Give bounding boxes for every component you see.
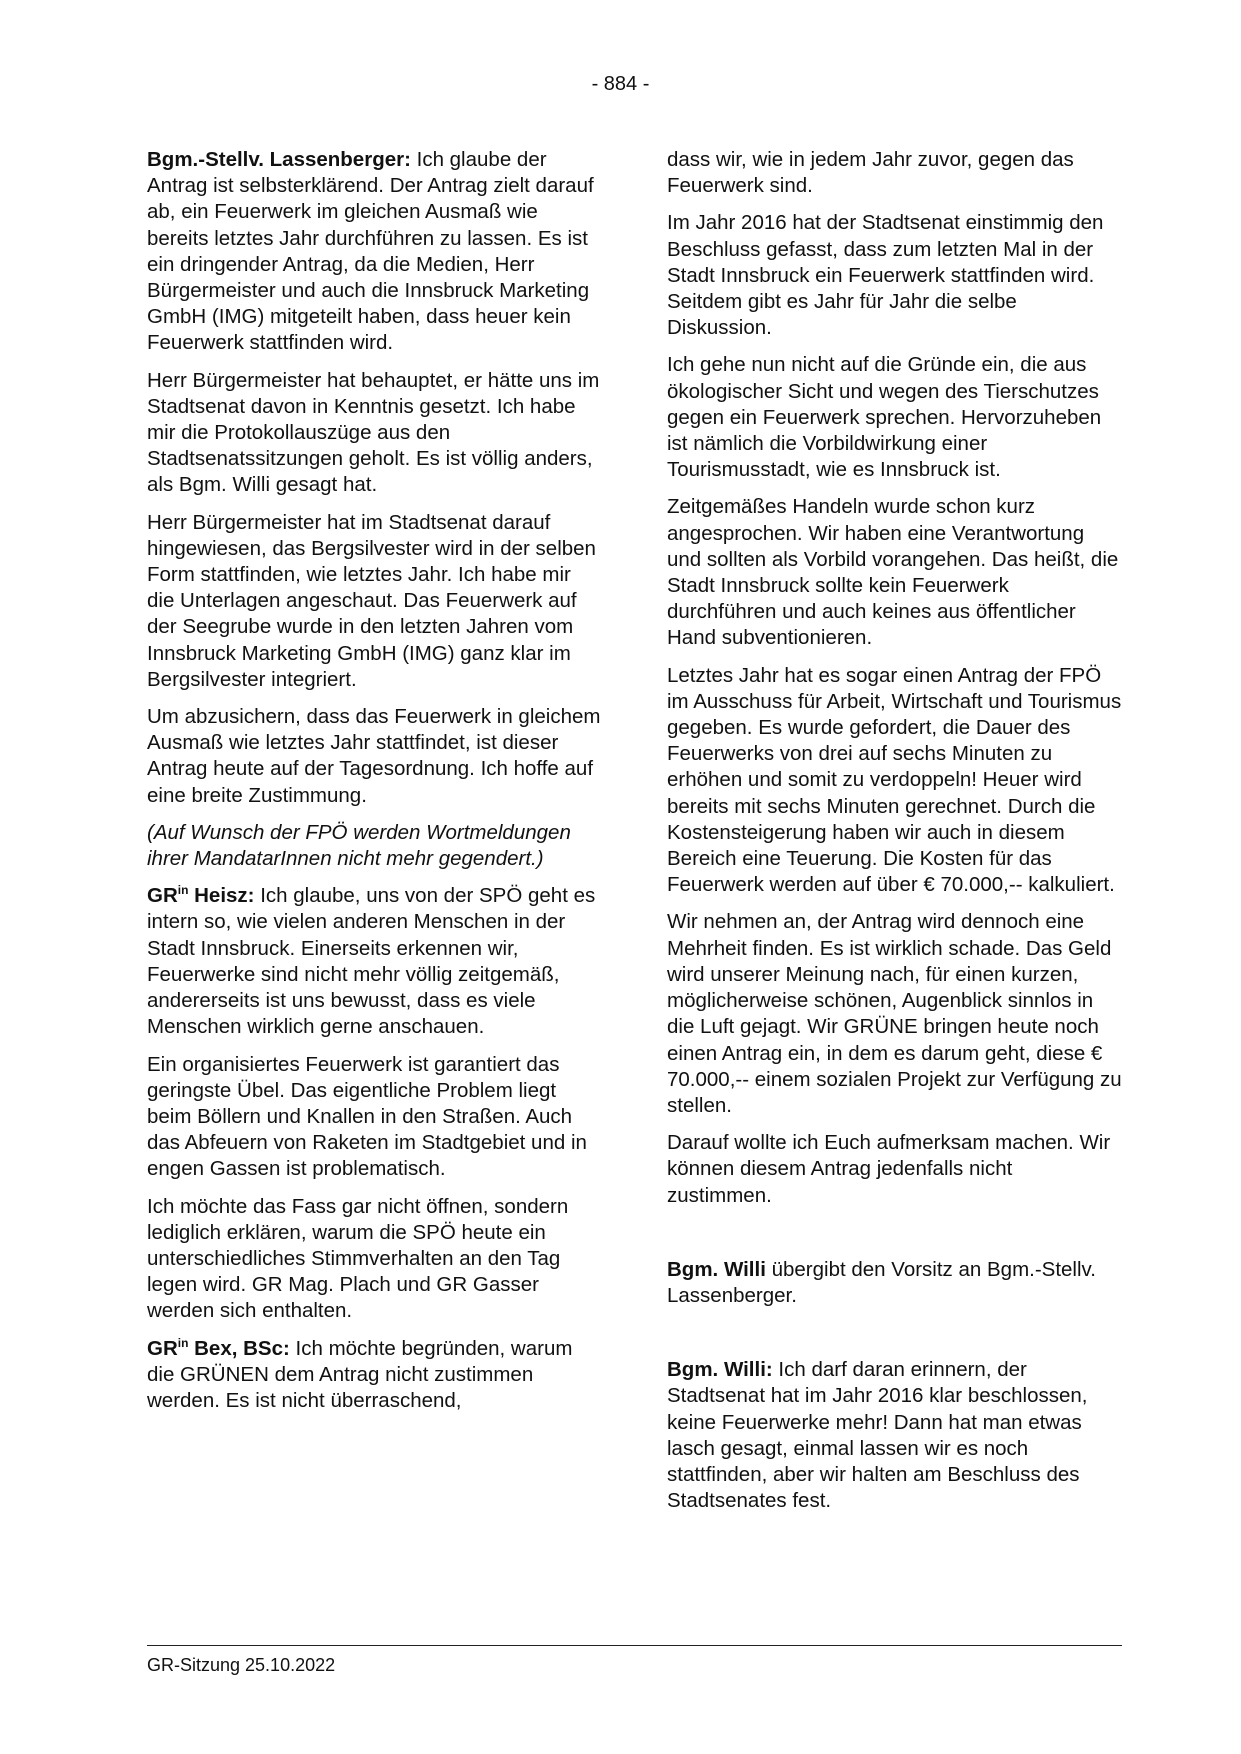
paragraph: Darauf wollte ich Euch aufmerksam machen. Wir können diesem Antrag jedenfalls nicht zustimmen. (667, 1131, 1111, 1207)
speaker-name: Bgm.-Stellv. Lassenberger: (147, 148, 411, 171)
editorial-note: (Auf Wunsch der FPÖ werden Wortmeldungen ihrer MandatarInnen nicht mehr gegendert.) (147, 820, 571, 871)
paragraph (147, 1336, 602, 1415)
speaker-surname: Heisz: (188, 884, 255, 908)
speaker-surname: Bex, BSc: (188, 1336, 290, 1360)
speaker-name (147, 1337, 290, 1360)
paragraph (667, 1357, 1122, 1514)
paragraph: Letztes Jahr hat es sogar einen Antrag der FPÖ im Ausschuss für Arbeit, Wirtschaft und Tourismus gegeben. Es wurde gefordert, die Dauer des Feuerwerks von drei auf sechs Minuten zu erhöhen und somit zu verdoppeln! Heuer wird bereits mit sechs Minuten gerechnet. Durch die Kostensteigerung haben wir auch in diesem Bereich eine Teuerung. Die Kosten für das Feuerwerk werden auf über € 70.000,-- kalkuliert. (667, 663, 1122, 897)
footer-session-date: GR-Sitzung 25.10.2022 (147, 1655, 336, 1675)
paragraph: Um abzusichern, dass das Feuerwerk in gleichem Ausmaß wie letztes Jahr stattfindet, ist dieser Antrag heute auf der Tagesordnung. Ich hoffe auf eine breite Zustimmung. (147, 705, 601, 807)
speaker-title-superscript: in (177, 883, 189, 898)
speaker-name: Bgm. Willi: (667, 1358, 773, 1382)
speaker-title: GR (147, 884, 178, 908)
footer-divider (147, 1645, 1122, 1646)
paragraph: Zeitgemäßes Handeln wurde schon kurz angesprochen. Wir haben eine Verantwortung und sollten als Vorbild vorangehen. Das heißt, die Stadt Innsbruck sollte kein Feuerwerk durchführen und auch keines aus öffentlicher Hand subventionieren. (667, 495, 1119, 650)
paragraph-text: übergibt den Vorsitz an Bgm.-Stellv. Lassenberger. (667, 1257, 1096, 1307)
right-column (667, 147, 1122, 1525)
paragraph: Ein organisiertes Feuerwerk ist garantiert das geringste Übel. Das eigentliche Problem liegt beim Böllern und Knallen in den Straßen. Auch das Abfeuern von Raketen im Stadtgebiet und in engen Gassen ist problematisch. (147, 1052, 587, 1181)
speaker-name: Bgm. Willi (667, 1257, 766, 1281)
paragraph-text: Ich glaube, uns von der SPÖ geht es intern so, wie vielen anderen Menschen in der Stadt Innsbruck. Einerseits erkennen wir, Feuerwerke sind nicht mehr völlig zeitgemäß, andererseits ist uns bewusst, dass es viele Menschen wirklich gerne anschauen. (147, 884, 596, 1039)
speaker-title: GR (147, 1336, 178, 1360)
paragraph-text: Ich darf daran erinnern, der Stadtsenat hat im Jahr 2016 klar beschlossen, keine Feuerwerke mehr! Dann hat man etwas lasch gesagt, einmal lassen wir es noch stattfinden, aber wir halten am Beschluss des Stadtsenates fest. (667, 1358, 1088, 1513)
chair-handover-note (667, 1257, 1122, 1309)
page-number: - 884 - (591, 73, 650, 95)
paragraph: Herr Bürgermeister hat im Stadtsenat darauf hingewiesen, das Bergsilvester wird in der selben Form stattfinden, wie letztes Jahr. Ich habe mir die Unterlagen angeschaut. Das Feuerwerk auf der Seegrube wurde in den letzten Jahren vom Innsbruck Marketing GmbH (IMG) ganz klar im Bergsilvester integriert. (147, 510, 596, 691)
paragraph: Herr Bürgermeister hat behauptet, er hätte uns im Stadtsenat davon in Kenntnis gesetzt. Ich habe mir die Protokollauszüge aus den Stadtsenatssitzungen geholt. Es ist völlig anders, als Bgm. Willi gesagt hat. (147, 368, 600, 497)
paragraph: Wir nehmen an, der Antrag wird dennoch eine Mehrheit finden. Es ist wirklich schade. Das Geld wird unserer Meinung nach, für einen kurzen, möglicherweise schönen, Augenblick sinnlos in die Luft gejagt. Wir GRÜNE bringen heute noch einen Antrag ein, in dem es darum geht, diese € 70.000,-- einem sozialen Projekt zur Verfügung zu stellen. (667, 910, 1122, 1117)
left-column (147, 147, 602, 1425)
paragraph-text: Ich glaube der Antrag ist selbsterklärend. Der Antrag zielt darauf ab, ein Feuerwerk im gleichen Ausmaß wie bereits letztes Jahr durchführen zu lassen. Es ist ein dringender Antrag, da die Medien, Herr Bürgermeister und auch die Innsbruck Marketing GmbH (IMG) mitgeteilt haben, dass heuer kein Feuerwerk stattfinden wird. (147, 148, 594, 355)
speaker-title-superscript: in (177, 1335, 189, 1350)
paragraph-text: Ich möchte begründen, warum die GRÜNEN dem Antrag nicht zustimmen werden. Es ist nicht überraschend, (147, 1336, 573, 1412)
paragraph (147, 147, 602, 357)
paragraph: Ich möchte das Fass gar nicht öffnen, sondern lediglich erklären, warum die SPÖ heute ein unterschiedliches Stimmverhalten an den Tag legen wird. GR Mag. Plach und GR Gasser werden sich enthalten. (147, 1194, 569, 1323)
paragraph: Ich gehe nun nicht auf die Gründe ein, die aus ökologischer Sicht und wegen des Tierschutzes gegen ein Feuerwerk sprechen. Hervorzuheben ist nämlich die Vorbildwirkung einer Tourismusstadt, wie es Innsbruck ist. (667, 353, 1102, 482)
paragraph: dass wir, wie in jedem Jahr zuvor, gegen das Feuerwerk sind. (667, 148, 1074, 198)
paragraph: Im Jahr 2016 hat der Stadtsenat einstimmig den Beschluss gefasst, dass zum letzten Mal in der Stadt Innsbruck ein Feuerwerk stattfinden wird. Seitdem gibt es Jahr für Jahr die selbe Diskussion. (667, 211, 1104, 340)
speaker-name (147, 884, 255, 907)
paragraph (147, 883, 602, 1040)
